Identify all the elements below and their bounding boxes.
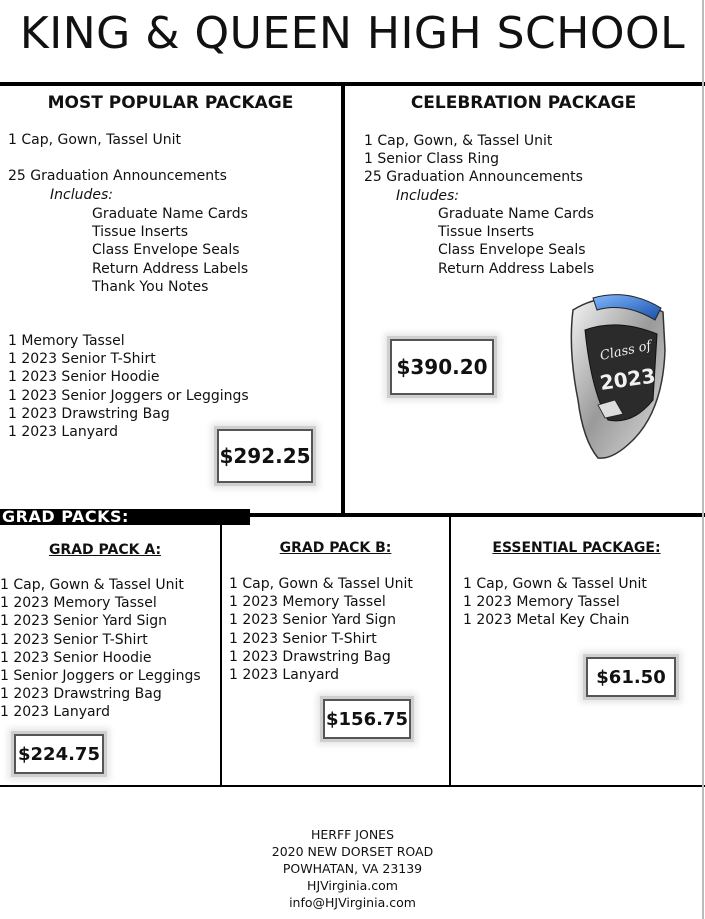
- grad-packs-label: GRAD PACKS:: [0, 509, 250, 525]
- list-item: Tissue Inserts: [438, 224, 534, 241]
- list-item: 1 2023 Drawstring Bag: [229, 648, 391, 665]
- list-item: 1 2023 Senior Hoodie: [8, 369, 160, 386]
- list-item: 1 2023 Senior T-Shirt: [0, 631, 148, 648]
- includes-list: [438, 205, 594, 278]
- list-item: 1 Cap, Gown, & Tassel Unit: [364, 133, 553, 149]
- most-popular-price: $292.25: [217, 429, 313, 483]
- list-item: 1 Cap, Gown & Tassel Unit: [463, 576, 647, 592]
- list-item: 1 2023 Senior Joggers or Leggings: [8, 387, 249, 404]
- list-item: 1 Cap, Gown & Tassel Unit: [229, 576, 413, 592]
- ring-year-text: 2023: [598, 363, 657, 395]
- list-item: Return Address Labels: [438, 260, 595, 277]
- essential-items: [463, 575, 647, 630]
- footer-street: 2020 NEW DORSET ROAD: [271, 844, 434, 859]
- list-item: Graduate Name Cards: [438, 206, 594, 222]
- list-item: 1 2023 Memory Tassel: [229, 594, 386, 611]
- footer-company: HERFF JONES: [310, 827, 395, 842]
- list-item: 25 Graduation Announcements: [8, 168, 227, 184]
- grad-pack-b-price: $156.75: [323, 699, 411, 739]
- list-item: 1 2023 Senior Yard Sign: [0, 613, 168, 630]
- footer-website[interactable]: HJVirginia.com: [307, 878, 398, 893]
- most-popular-items: [8, 332, 249, 441]
- list-item: 1 2023 Senior Hoodie: [0, 649, 152, 666]
- footer-city: POWHATAN, VA 23139: [282, 861, 423, 876]
- footer: [0, 826, 705, 911]
- most-popular-heading: MOST POPULAR PACKAGE: [47, 93, 294, 113]
- top-divider: [0, 82, 705, 86]
- list-item: 1 2023 Senior T-Shirt: [8, 351, 156, 368]
- celebration-items: [364, 132, 583, 187]
- list-item: 25 Graduation Announcements: [364, 169, 583, 186]
- list-item: Graduate Name Cards: [92, 206, 248, 222]
- celebration-price: $390.20: [390, 339, 494, 395]
- list-item: Return Address Labels: [92, 260, 249, 277]
- right-edge-line: [702, 0, 704, 919]
- list-item: Tissue Inserts: [92, 224, 188, 241]
- list-item: 1 Memory Tassel: [8, 333, 125, 349]
- list-item: Class Envelope Seals: [92, 242, 240, 259]
- list-item: Class Envelope Seals: [438, 242, 586, 259]
- list-item: 1 Cap, Gown & Tassel Unit: [0, 577, 184, 593]
- grad-pack-a-price: $224.75: [14, 734, 104, 774]
- center-divider: [341, 86, 345, 514]
- footer-email[interactable]: info@HJVirginia.com: [289, 895, 416, 910]
- list-item: 1 2023 Senior T-Shirt: [229, 630, 377, 647]
- ring-class-text: Class of: [598, 338, 653, 364]
- list-item: 1 2023 Drawstring Bag: [0, 686, 162, 703]
- class-ring-image: [553, 290, 673, 465]
- includes-label: Includes:: [50, 187, 113, 203]
- includes-label: Includes:: [396, 188, 459, 204]
- celebration-heading: CELEBRATION PACKAGE: [410, 93, 637, 113]
- grad-pack-a-items: [0, 576, 201, 722]
- list-item: 1 Senior Joggers or Leggings: [0, 668, 201, 685]
- list-item: Thank You Notes: [92, 278, 209, 295]
- grad-pack-b-heading: GRAD PACK B:: [279, 540, 392, 556]
- list-item: 1 2023 Memory Tassel: [463, 594, 620, 611]
- essential-heading: ESSENTIAL PACKAGE:: [492, 540, 661, 556]
- list-item: 1 2023 Memory Tassel: [0, 595, 157, 612]
- pack-divider-2: [449, 517, 451, 785]
- list-item: 1 2023 Senior Yard Sign: [229, 612, 397, 629]
- essential-price: $61.50: [586, 657, 676, 697]
- grad-pack-a-heading: GRAD PACK A:: [48, 542, 162, 558]
- page-title: KING & QUEEN HIGH SCHOOL: [19, 8, 686, 59]
- list-item: 1 2023 Drawstring Bag: [8, 405, 170, 422]
- list-item: 1 2023 Lanyard: [229, 667, 339, 684]
- bottom-divider: [0, 785, 705, 787]
- list-item: 1 Cap, Gown, Tassel Unit: [8, 132, 181, 148]
- list-item: 1 2023 Lanyard: [8, 424, 118, 441]
- list-item: 1 2023 Lanyard: [0, 704, 110, 721]
- pack-divider-1: [220, 517, 222, 785]
- includes-list: [92, 205, 248, 296]
- list-item: 1 Senior Class Ring: [364, 151, 500, 168]
- list-item: 1 2023 Metal Key Chain: [463, 612, 630, 629]
- grad-pack-b-items: [229, 575, 413, 684]
